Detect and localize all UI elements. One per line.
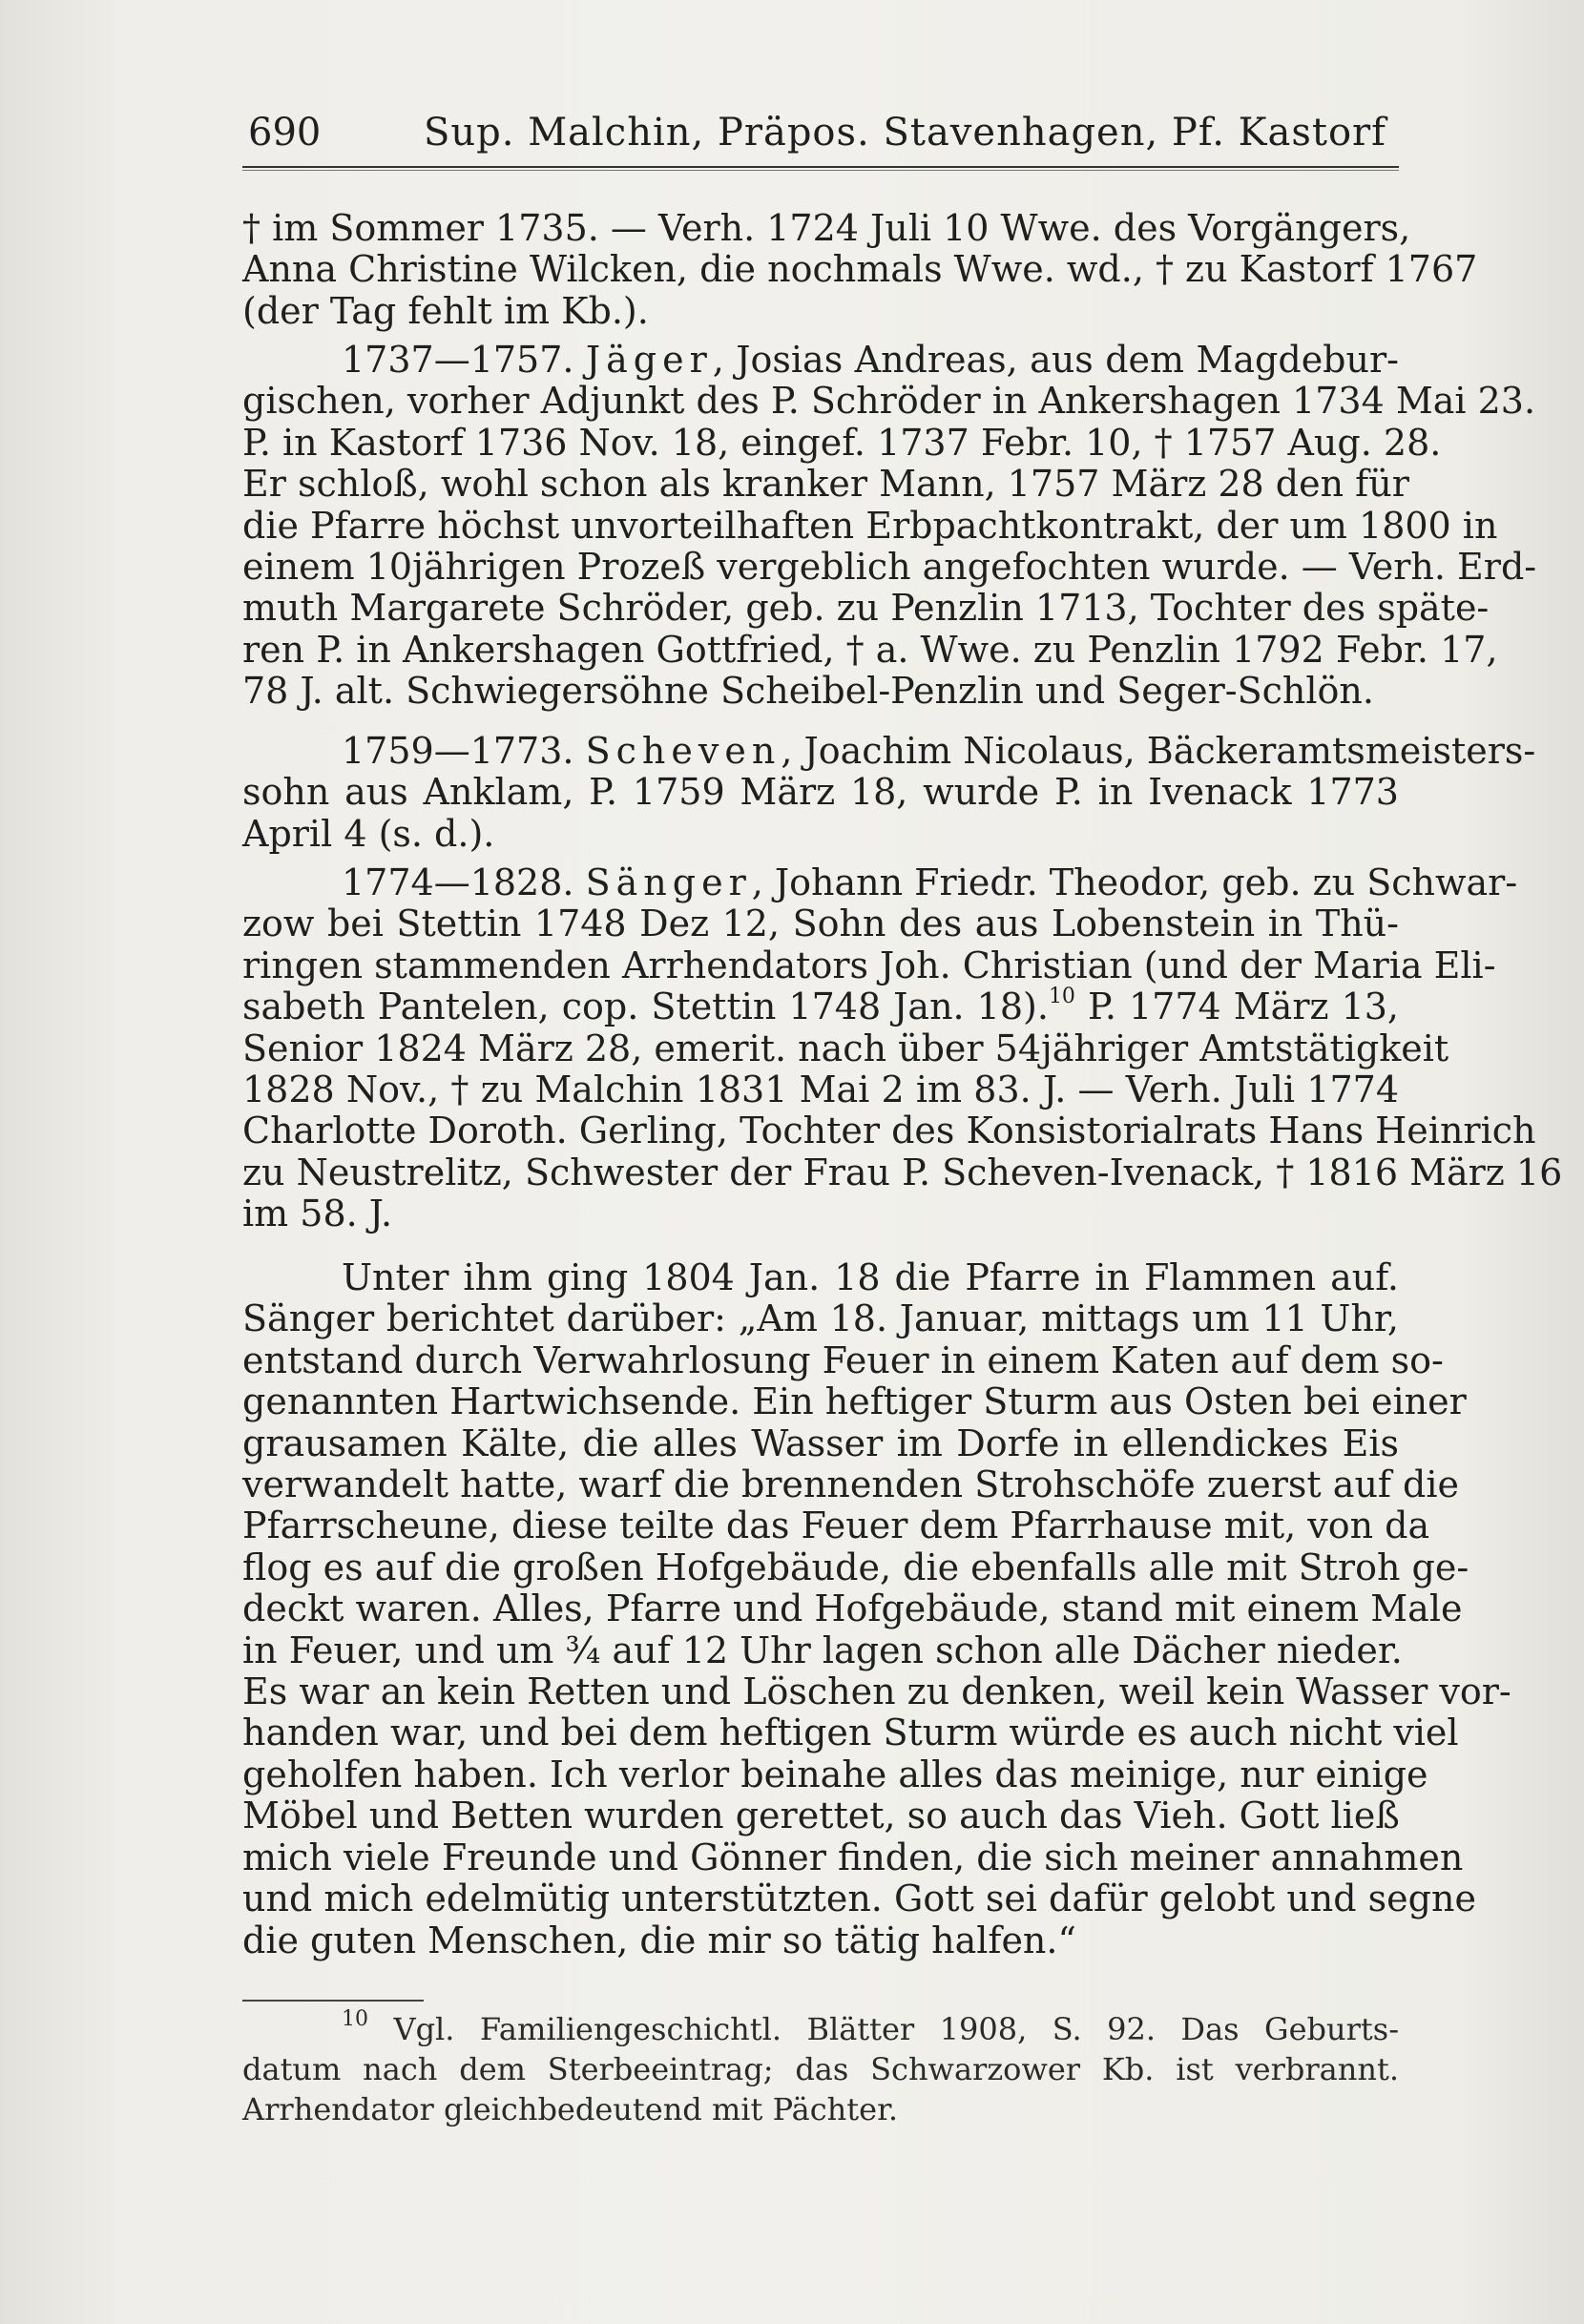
text-line: Anna Christine Wilcken, die nochmals Wwe. wd., † zu Kastorf 1767 [242,248,1478,291]
paragraph-jaeger [242,339,1537,713]
text-line: im 58. J. [242,1193,393,1235]
footnotes [242,2009,1399,2129]
entry-line-rest: , Johann Friedr. Theodor, geb. zu Schwar- [751,861,1518,903]
text-segment: Vgl. Familiengeschichtl. Blätter 1908, S. 92. Das Geburts- [393,2011,1400,2047]
footnote-line: Arrhendator gleichbedeutend mit Pächter. [242,2091,899,2127]
text-segment: sabeth Pantelen, cop. Stettin 1748 Jan. 18). [242,986,1049,1028]
text-line: zow bei Stettin 1748 Dez 12, Sohn des aus Lobenstein in Thü- [242,903,1399,945]
text-line: zu Neustrelitz, Schwester der Frau P. Scheven-Ivenack, † 1816 März 16 [242,1151,1563,1193]
text-line: geholfen haben. Ich verlor beinahe alles das meinige, nur einige [242,1753,1428,1795]
header-rule [242,166,1399,168]
text-line [242,340,1399,381]
text-line: in Feuer, und um ¾ auf 12 Uhr lagen schon alle Dächer nieder. [242,1629,1403,1671]
text-line: entstand durch Verwahrlosung Feuer in einem Katen auf dem so- [242,1338,1444,1381]
footnote-line: datum nach dem Sterbeeintrag; das Schwarzower Kb. ist verbrannt. [242,2051,1399,2087]
text-line: Es war an kein Retten und Löschen zu denken, weil kein Wasser vor- [242,1670,1511,1713]
paragraph-scheven [242,730,1536,855]
footnote-line [242,2009,1399,2049]
paragraph-saenger [242,861,1563,1235]
text-line: (der Tag fehlt im Kb.). [242,289,649,332]
text-line: grausamen Kälte, die alles Wasser im Dorfe in ellendickes Eis [242,1421,1399,1464]
text-line [242,1257,1399,1298]
text-line: die guten Menschen, die mir so tätig halfen.“ [242,1919,1076,1961]
footnote-marker: 10 [342,2007,368,2031]
text-line: Pfarrscheune, diese teilte das Feuer dem Pfarrhause mit, von da [242,1504,1430,1547]
text-segment: Unter ihm ging 1804 Jan. 18 die Pfarre in Flammen auf. [342,1256,1399,1298]
text-line: Sänger berichtet darüber: „Am 18. Januar, mittags um 11 Uhr, [242,1297,1399,1340]
header-rule-thin [242,170,1399,171]
text-line: deckt waren. Alles, Pfarre und Hofgebäude, stand mit einem Male [242,1587,1463,1630]
entry-name: Scheven [585,730,782,772]
page-number: 690 [248,111,322,155]
text-line: 78 J. alt. Schwiegersöhne Scheibel-Penzlin und Seger-Schlön. [242,670,1374,713]
text-line: mich viele Freunde und Gönner finden, die sich meiner annahmen [242,1836,1464,1878]
text-line: Senior 1824 März 28, emerit. nach über 54jähriger Amtstätigkeit [242,1027,1449,1069]
text-line [242,730,1536,772]
text-line: muth Margarete Schröder, geb. zu Penzlin 1713, Tochter des späte- [242,587,1490,630]
text-line: ren P. in Ankershagen Gottfried, † a. Wwe. zu Penzlin 1792 Febr. 17, [242,628,1498,671]
text-line: gischen, vorher Adjunkt des P. Schröder in Ankershagen 1734 Mai 23. [242,380,1536,423]
text-line: handen war, und bei dem heftigen Sturm würde es auch nicht viel [242,1712,1459,1754]
footnote-rule [242,2000,424,2002]
text-line: Charlotte Doroth. Gerling, Tochter des Konsistorialrats Hans Heinrich [242,1110,1536,1152]
text-line: Möbel und Betten wurden gerettet, so auch das Vieh. Gott ließ [242,1795,1400,1837]
text-segment: P. 1774 März 13, [1074,986,1400,1028]
footnote-reference[interactable]: 10 [1048,985,1075,1009]
text-line: sohn aus Anklam, P. 1759 März 18, wurde P. in Ivenack 1773 [242,771,1399,814]
page-header [242,103,1399,160]
text-line: 1828 Nov., † zu Malchin 1831 Mai 2 im 83. J. — Verh. Juli 1774 [242,1069,1399,1111]
paragraph-fire-account [242,1256,1511,1961]
text-line: und mich edelmütig unterstützten. Gott sei dafür gelobt und segne [242,1878,1476,1920]
entry-name: Jäger [585,339,713,381]
entry-years: 1774—1828. [342,861,574,903]
entry-years: 1759—1773. [342,730,574,772]
paragraph-1 [242,207,1478,332]
text-line: † im Sommer 1735. — Verh. 1724 Juli 10 Wwe. des Vorgängers, [242,207,1411,249]
text-line [242,986,1399,1027]
running-head: Sup. Malchin, Präpos. Stavenhagen, Pf. Kastorf [424,111,1386,155]
text-line: genannten Hartwichsende. Ein heftiger Sturm aus Osten bei einer [242,1380,1467,1423]
entry-years: 1737—1757. [342,339,574,381]
entry-name: Sänger [585,861,752,903]
text-line: Er schloß, wohl schon als kranker Mann, 1757 März 28 den für [242,463,1409,506]
text-line: die Pfarre höchst unvorteilhaften Erbpachtkontrakt, der um 1800 in [242,504,1498,547]
text-line: einem 10jährigen Prozeß vergeblich angefochten wurde. — Verh. Erd- [242,546,1537,589]
text-line: April 4 (s. d.). [242,812,495,855]
entry-line-rest: , Joachim Nicolaus, Bäckeramtsmeisters- [781,730,1536,772]
text-line [242,861,1518,903]
text-line: ringen stammenden Arrhendators Joh. Christian (und der Maria Eli- [242,944,1496,986]
text-line: flog es auf die großen Hofgebäude, die ebenfalls alle mit Stroh ge- [242,1546,1469,1588]
entry-line-rest: , Josias Andreas, aus dem Magdebur- [712,339,1399,381]
text-line: P. in Kastorf 1736 Nov. 18, eingef. 1737 Febr. 10, † 1757 Aug. 28. [242,421,1442,464]
text-line: verwandelt hatte, warf die brennenden Strohschöfe zuerst auf die [242,1463,1460,1506]
